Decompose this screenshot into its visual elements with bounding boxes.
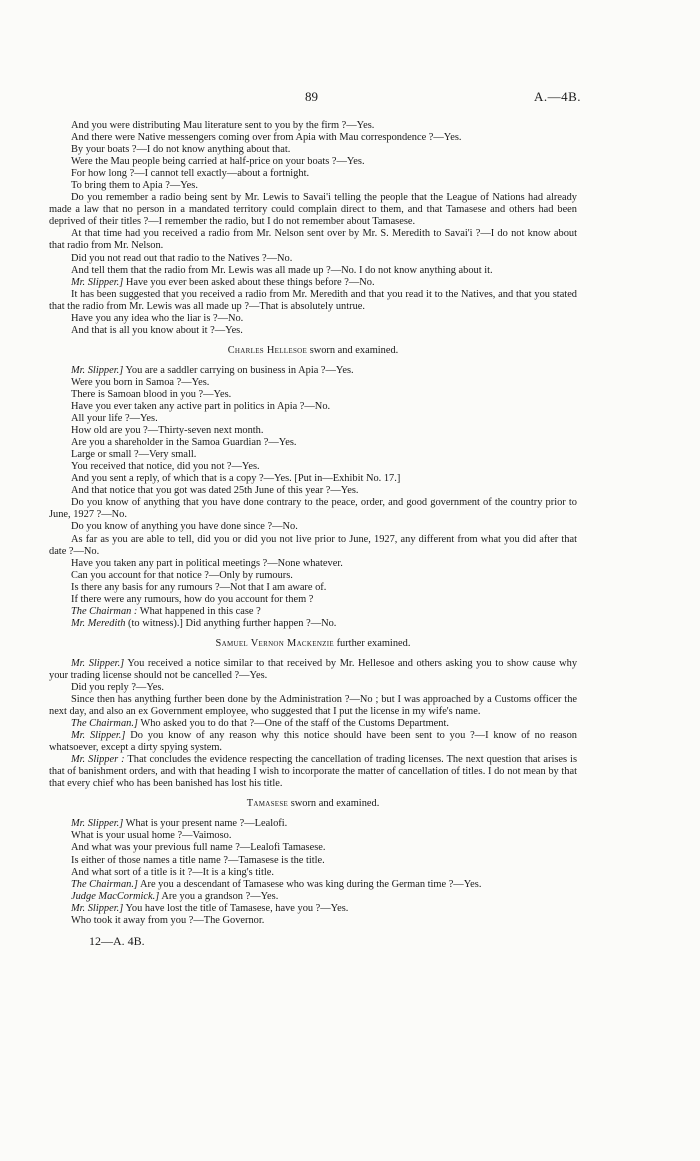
paragraph-text: Are you a grandson ?—Yes.: [159, 890, 279, 902]
paragraph-text: As far as you are able to tell, did you or did you not live prior to June, 1927, any different from what you did after that date ?—No.: [49, 533, 577, 557]
testimony-paragraph: [49, 582, 577, 594]
testimony-paragraph: [49, 144, 577, 156]
speaker-label: Mr. Meredith: [71, 617, 126, 629]
speaker-label: The Chairman :: [71, 605, 138, 617]
testimony-paragraph: [49, 413, 577, 425]
document-reference: A.—4B.: [534, 89, 582, 104]
testimony-paragraph: [49, 253, 577, 265]
testimony-paragraph: [49, 497, 577, 521]
testimony-paragraph: [49, 132, 577, 144]
testimony-paragraph: [49, 120, 577, 132]
testimony-paragraph: [49, 401, 577, 413]
speaker-label: Mr. Slipper.]: [71, 730, 126, 742]
paragraph-text: It has been suggested that you received a radio from Mr. Meredith and that you read it to the Natives, and that you stated that the radio from Mr. Lewis was all made up ?—That is absolutely untrue.: [49, 288, 577, 312]
testimony-paragraph: [49, 461, 577, 473]
paragraph-text: You have lost the title of Tamasese, have you ?—Yes.: [123, 902, 349, 914]
paragraph-text: And that notice that you got was dated 25th June of this year ?—Yes.: [71, 485, 359, 497]
page-number: 89: [305, 89, 318, 104]
speaker-label: The Chairman.]: [71, 718, 138, 730]
testimony-paragraph: [49, 754, 577, 790]
paragraph-text: Are you a descendant of Tamasese who was king during the German time ?—Yes.: [137, 878, 482, 890]
testimony-paragraph: [49, 521, 577, 533]
testimony-paragraph: [49, 915, 577, 927]
testimony-paragraph: [49, 277, 577, 289]
paragraph-text: Were the Mau people being carried at half-price on your boats ?—Yes.: [71, 156, 365, 168]
testimony-paragraph: [49, 618, 577, 630]
paragraph-text: And tell them that the radio from Mr. Lewis was all made up ?—No. I do not know anything about it.: [71, 264, 493, 276]
testimony-paragraph: [49, 658, 577, 682]
paragraph-text: By your boats ?—I do not know anything about that.: [71, 144, 291, 156]
testimony-paragraph: [49, 534, 577, 558]
testimony-paragraph: [49, 682, 577, 694]
witness-status: sworn and examined.: [288, 798, 380, 810]
paragraph-text: You received that notice, did you not ?—Yes.: [71, 461, 260, 473]
testimony-paragraph: [49, 718, 577, 730]
witness-heading-mackenzie: [49, 638, 577, 650]
testimony-paragraph: [49, 903, 577, 915]
paragraph-text: Have you any idea who the liar is ?—No.: [71, 312, 244, 324]
speaker-label: Judge MacCormick.]: [71, 890, 160, 902]
paragraph-text: Have you ever taken any active part in politics in Apia ?—No.: [71, 400, 331, 412]
testimony-paragraph: [49, 842, 577, 854]
testimony-paragraph: [49, 830, 577, 842]
witness-name: Tamasese: [246, 798, 289, 810]
paragraph-text: And what sort of a title is it ?—It is a king's title.: [71, 866, 275, 878]
testimony-paragraph: [49, 180, 577, 192]
paragraph-text: Did you reply ?—Yes.: [71, 681, 165, 693]
testimony-paragraph: [49, 325, 577, 337]
testimony-paragraph: [49, 192, 577, 228]
witness-heading-hellesoe: [49, 345, 577, 357]
paragraph-text: At that time had you received a radio from Mr. Nelson sent over by Mr. S. Meredith to Savai'i ?—I do not know about that radio from Mr. Nelson.: [49, 228, 577, 252]
paragraph-text: Do you know of any reason why this notice should have been sent to you ?—I know of no reason whatsoever, except a dirty spying system.: [49, 730, 577, 754]
testimony-paragraph: [49, 313, 577, 325]
testimony-paragraph: [49, 473, 577, 485]
paragraph-text: What happened in this case ?: [137, 605, 261, 617]
testimony-paragraph: [49, 485, 577, 497]
paragraph-text: You are a saddler carrying on business in Apia ?—Yes.: [123, 364, 354, 376]
speaker-label: The Chairman.]: [71, 878, 138, 890]
paragraph-text: Who took it away from you ?—The Governor.: [71, 914, 265, 926]
paragraph-text: What is your present name ?—Lealofi.: [123, 818, 288, 830]
testimony-block-3: [49, 658, 577, 791]
paragraph-text: There is Samoan blood in you ?—Yes.: [71, 388, 232, 400]
testimony-paragraph: [49, 570, 577, 582]
paragraph-text: If there were any rumours, how do you account for them ?: [71, 593, 314, 605]
testimony-paragraph: [49, 437, 577, 449]
paragraph-text: Do you know of anything that you have done contrary to the peace, order, and good government of the country prior to June, 1927 ?—No.: [49, 497, 577, 521]
paragraph-text: Is there any basis for any rumours ?—Not that I am aware of.: [71, 581, 327, 593]
paragraph-text: Did you not read out that radio to the Natives ?—No.: [71, 252, 293, 264]
footer-signature: 12—A. 4B.: [89, 933, 145, 948]
paragraph-text: (to witness).] Did anything further happen ?—No.: [125, 617, 337, 629]
paragraph-text: How old are you ?—Thirty-seven next month.: [71, 425, 264, 437]
paragraph-text: You received a notice similar to that received by Mr. Hellesoe and others asking you to show cause why your trading license should not be cancelled ?—Yes.: [49, 657, 578, 681]
speaker-label: Mr. Slipper.]: [71, 657, 125, 669]
testimony-paragraph: [49, 228, 577, 252]
testimony-paragraph: [49, 730, 577, 754]
paragraph-text: And you were distributing Mau literature sent to you by the firm ?—Yes.: [71, 120, 375, 131]
witness-name: Charles Hellesoe: [227, 344, 308, 356]
paragraph-text: For how long ?—I cannot tell exactly—about a fortnight.: [71, 168, 310, 180]
testimony-paragraph: [49, 389, 577, 401]
paragraph-text: To bring them to Apia ?—Yes.: [71, 180, 198, 192]
paragraph-text: Can you account for that notice ?—Only by rumours.: [71, 569, 293, 581]
paragraph-text: Have you taken any part in political meetings ?—None whatever.: [71, 557, 343, 569]
speaker-label: Mr. Slipper :: [71, 754, 125, 766]
testimony-block-2: [49, 365, 577, 630]
testimony-paragraph: [49, 855, 577, 867]
witness-heading-tamasese: [49, 798, 577, 810]
paragraph-text: Were you born in Samoa ?—Yes.: [71, 376, 210, 388]
paragraph-text: Have you ever been asked about these things before ?—No.: [123, 276, 375, 288]
paragraph-text: And you sent a reply, of which that is a copy ?—Yes. [Put in—Exhibit No. 17.]: [71, 473, 401, 485]
paragraph-text: Since then has anything further been done by the Administration ?—No ; but I was approached by a Customs officer the next day, and also an ex Government employee, who suggested that I put the license in my wife's name.: [49, 694, 577, 718]
testimony-paragraph: [49, 168, 577, 180]
paragraph-text: Large or small ?—Very small.: [71, 449, 197, 461]
testimony-paragraph: [49, 867, 577, 879]
speaker-label: Mr. Slipper.]: [71, 276, 124, 288]
paragraph-text: What is your usual home ?—Vaimoso.: [71, 830, 232, 842]
witness-name: Samuel Vernon Mackenzie: [215, 637, 334, 649]
testimony-paragraph: [49, 818, 577, 830]
paragraph-text: And what was your previous full name ?—Lealofi Tamasese.: [71, 842, 326, 854]
speaker-label: Mr. Slipper.]: [71, 364, 124, 376]
testimony-paragraph: [49, 449, 577, 461]
paragraph-text: Do you remember a radio being sent by Mr. Lewis to Savai'i telling the people that the League of Nations had already made a law that no person in a mandated territory could complain direct to them, and that Tamasese and others had been deprived of their titles ?—I remember the radio, but I do not remember about Tamasese.: [49, 192, 577, 228]
testimony-paragraph: [49, 594, 577, 606]
paragraph-text: Do you know of anything you have done since ?—No.: [71, 521, 298, 533]
testimony-block-1: [49, 120, 577, 337]
testimony-paragraph: [49, 558, 577, 570]
paragraph-text: Is either of those names a title name ?—Tamasese is the title.: [71, 854, 325, 866]
witness-status: further examined.: [333, 637, 411, 649]
testimony-paragraph: [49, 425, 577, 437]
paragraph-text: All your life ?—Yes.: [71, 413, 158, 425]
testimony-paragraph: [49, 265, 577, 277]
paragraph-text: Are you a shareholder in the Samoa Guardian ?—Yes.: [71, 437, 297, 449]
witness-status: sworn and examined.: [307, 344, 399, 356]
speaker-label: Mr. Slipper.]: [71, 818, 124, 830]
testimony-paragraph: [49, 694, 577, 718]
testimony-paragraph: [49, 879, 577, 891]
paragraph-text: And there were Native messengers coming over from Apia with Mau correspondence ?—Yes.: [71, 132, 462, 144]
paragraph-text: That concludes the evidence respecting the cancellation of trading licenses. The next question that arises is that of banishment orders, and with that heading I wish to incorporate the matter of cancellation of titles. I do not mean by that that every chief who has been banished has lost his title.: [49, 754, 577, 790]
testimony-paragraph: [49, 365, 577, 377]
transcript-body: [49, 120, 577, 947]
speaker-label: Mr. Slipper.]: [71, 902, 124, 914]
testimony-paragraph: [49, 156, 577, 168]
testimony-paragraph: [49, 891, 577, 903]
testimony-paragraph: [49, 606, 577, 618]
paragraph-text: Who asked you to do that ?—One of the staff of the Customs Department.: [137, 718, 449, 730]
testimony-paragraph: [49, 377, 577, 389]
paragraph-text: And that is all you know about it ?—Yes.: [71, 324, 243, 336]
testimony-block-4: [49, 818, 577, 926]
testimony-paragraph: [49, 289, 577, 313]
